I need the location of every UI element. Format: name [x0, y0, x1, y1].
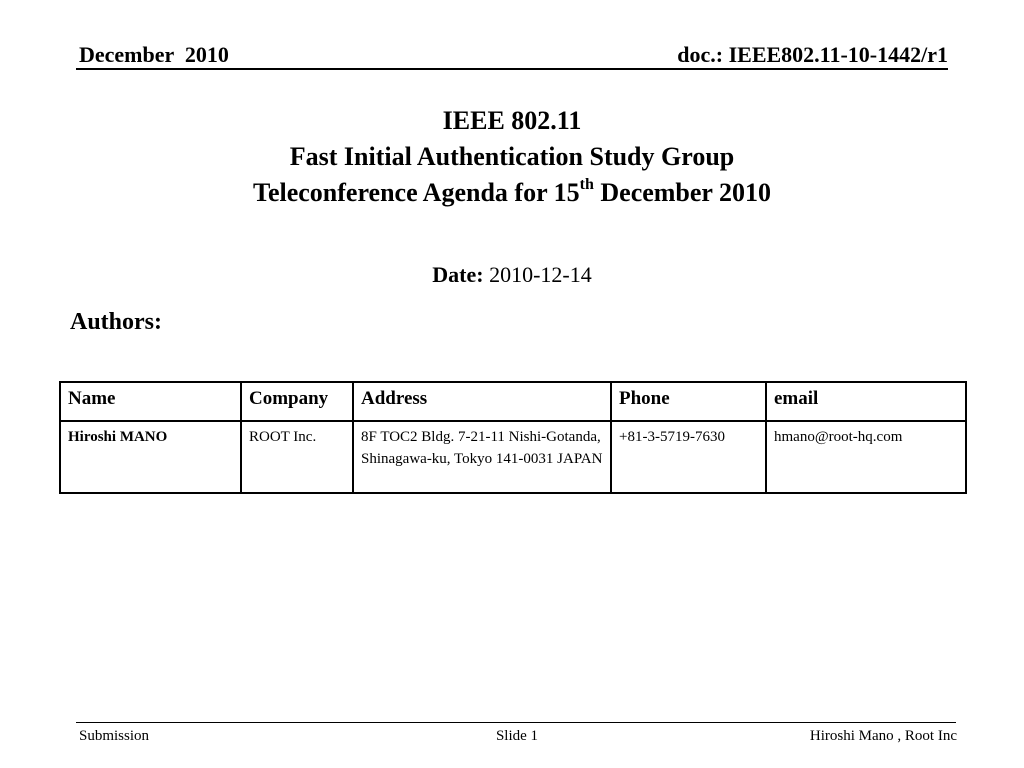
footer-author: Hiroshi Mano , Root Inc: [809, 728, 957, 744]
date-label: Date:: [432, 262, 484, 287]
author-email: hmano@root-hq.com: [766, 421, 966, 493]
title-line-1: IEEE 802.11: [442, 106, 582, 135]
authors-label: Authors:: [70, 309, 163, 335]
slide-title: [0, 103, 1024, 211]
table-header-row: [60, 382, 966, 421]
column-header-address: Address: [353, 382, 611, 421]
column-header-email: email: [766, 382, 966, 421]
footer-slide-number: Slide 1: [495, 728, 539, 744]
date-line: [0, 262, 1024, 288]
column-header-name: Name: [60, 382, 241, 421]
header-date: December 2010: [79, 42, 229, 67]
footer-divider: [76, 722, 956, 723]
table-row: [60, 421, 966, 493]
footer-submission: Submission: [79, 728, 150, 744]
title-line-3-suffix: December 2010: [593, 178, 771, 207]
author-name: Hiroshi MANO: [60, 421, 241, 493]
authors-table: [59, 381, 967, 494]
title-line-3-superscript: th: [579, 176, 594, 194]
title-line-3-prefix: Teleconference Agenda for 15: [253, 178, 580, 207]
header-doc-id: doc.: IEEE802.11-10-1442/r1: [677, 42, 948, 67]
column-header-phone: Phone: [611, 382, 766, 421]
date-value: 2010-12-14: [489, 262, 592, 287]
title-line-2: Fast Initial Authentication Study Group: [289, 142, 735, 171]
author-phone: +81-3-5719-7630: [611, 421, 766, 493]
header-divider: [76, 68, 948, 70]
author-address: 8F TOC2 Bldg. 7-21-11 Nishi-Gotanda, Shinagawa-ku, Tokyo 141-0031 JAPAN: [353, 421, 611, 493]
author-company: ROOT Inc.: [241, 421, 353, 493]
column-header-company: Company: [241, 382, 353, 421]
title-line-3: [0, 175, 1024, 211]
